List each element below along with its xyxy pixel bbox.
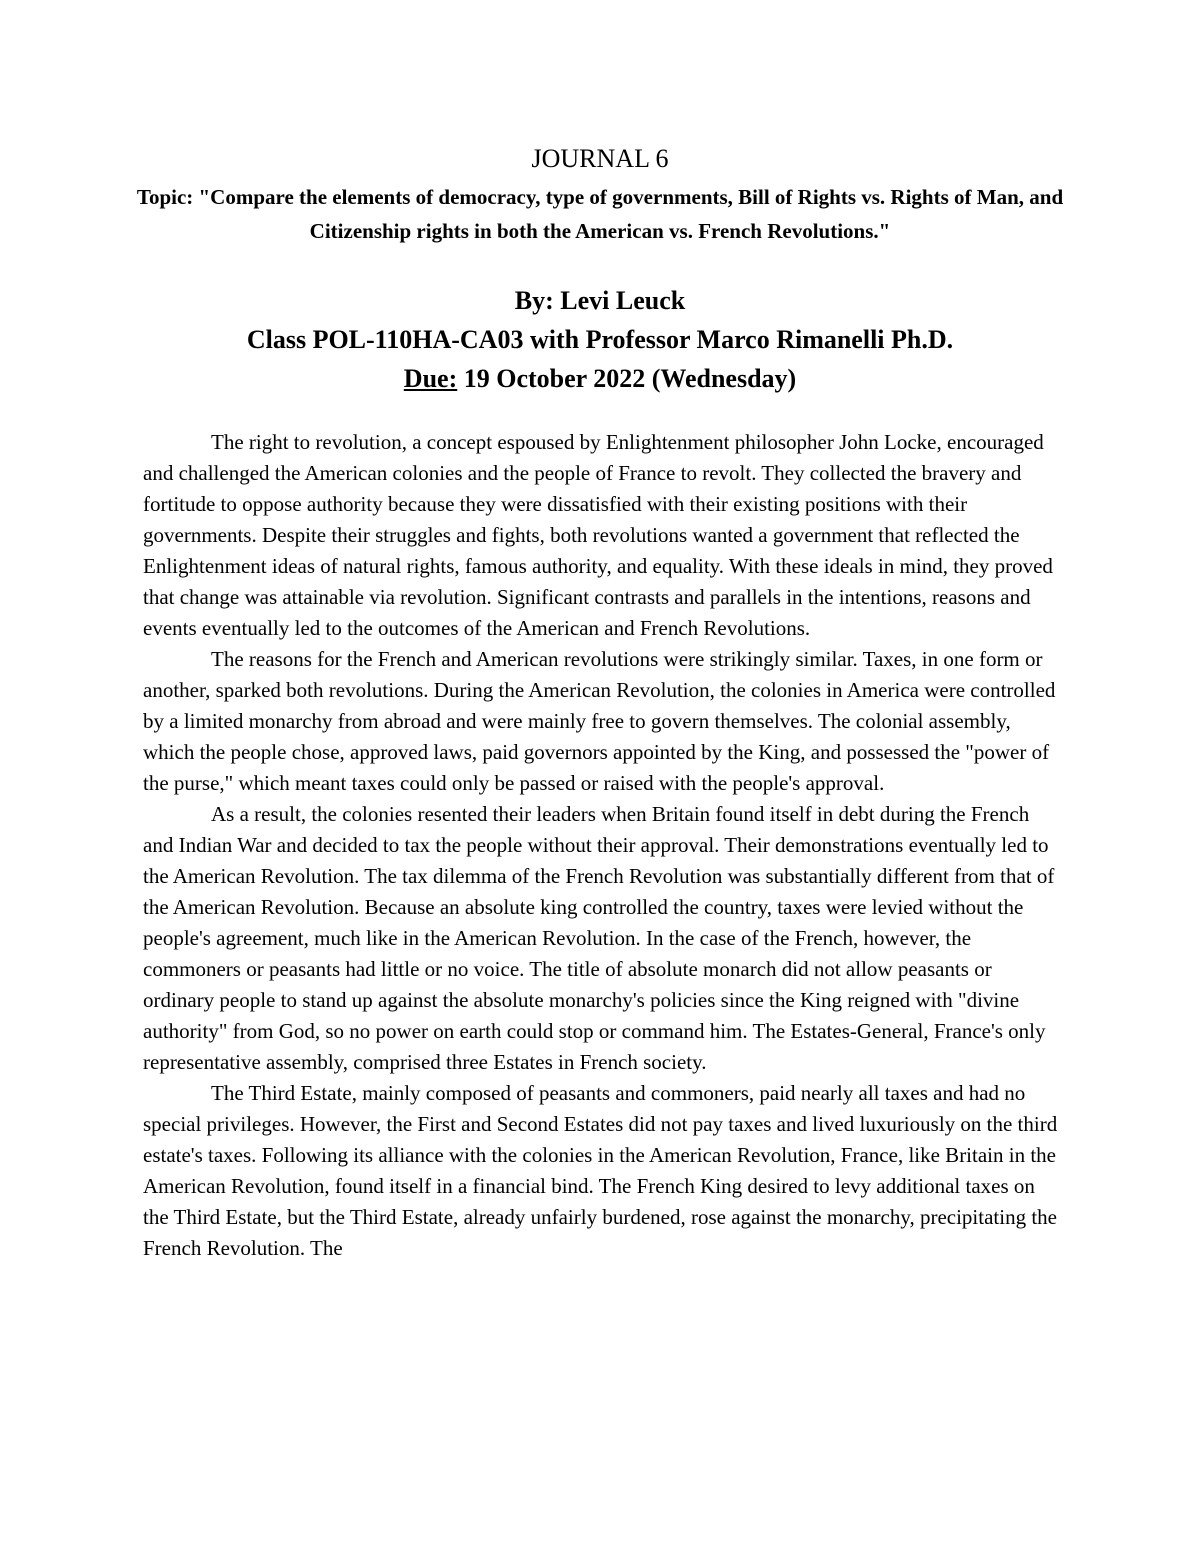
body-paragraph: As a result, the colonies resented their leaders when Britain found itself in debt during the French and Indian War and decided to tax the people without their approval. Their demonstrations eventually led to the American Revolution. The tax dilemma of the French Revolution was substantially different from that of the American Revolution. Because an absolute king controlled the country, taxes were levied without the people's agreement, much like in the American Revolution. In the case of the French, however, the commoners or peasants had little or no voice. The title of absolute monarch did not allow peasants or ordinary people to stand up against the absolute monarchy's policies since the King reigned with "divine authority" from God, so no power on earth could stop or command him. The Estates-General, France's only representative assembly, comprised three Estates in French society. <box>143 802 1055 1074</box>
due-line <box>0 361 1200 397</box>
due-date: 19 October 2022 (Wednesday) <box>463 364 797 393</box>
document-author: By: Levi Leuck <box>514 286 686 315</box>
document-title: JOURNAL 6 <box>531 144 669 173</box>
body-paragraph: The Third Estate, mainly composed of peasants and commoners, paid nearly all taxes and had no special privileges. However, the First and Second Estates did not pay taxes and lived luxuriously on the third estate's taxes. Following its alliance with the colonies in the American Revolution, France, like Britain in the American Revolution, found itself in a financial bind. The French King desired to levy additional taxes on the Third Estate, but the Third Estate, already unfairly burdened, rose against the monarchy, precipitating the French Revolution. The <box>143 1081 1058 1260</box>
due-label: Due: <box>403 364 458 393</box>
body-paragraph: The reasons for the French and American revolutions were strikingly similar. Taxes, in one form or another, sparked both revolutions. During the American Revolution, the colonies in America were controlled by a limited monarchy from abroad and were mainly free to govern themselves. The colonial assembly, which the people chose, approved laws, paid governors appointed by the King, and possessed the "power of the purse," which meant taxes could only be passed or raised with the people's approval. <box>143 647 1056 795</box>
class-info: Class POL-110HA-CA03 with Professor Marco Rimanelli Ph.D. <box>246 325 954 354</box>
document-body <box>143 427 1063 1264</box>
document-topic: Topic: "Compare the elements of democracy, type of governments, Bill of Rights vs. Rights of Man, and Citizenship rights in both the American vs. French Revolutions." <box>136 185 1064 243</box>
body-paragraph: The right to revolution, a concept espoused by Enlightenment philosopher John Locke, encouraged and challenged the American colonies and the people of France to revolt. They collected the bravery and fortitude to oppose authority because they were dissatisfied with their existing positions with their governments. Despite their struggles and fights, both revolutions wanted a government that reflected the Enlightenment ideas of natural rights, famous authority, and equality. With these ideals in mind, they proved that change was attainable via revolution. Significant contrasts and parallels in the intentions, reasons and events eventually led to the outcomes of the American and French Revolutions. <box>143 430 1053 640</box>
